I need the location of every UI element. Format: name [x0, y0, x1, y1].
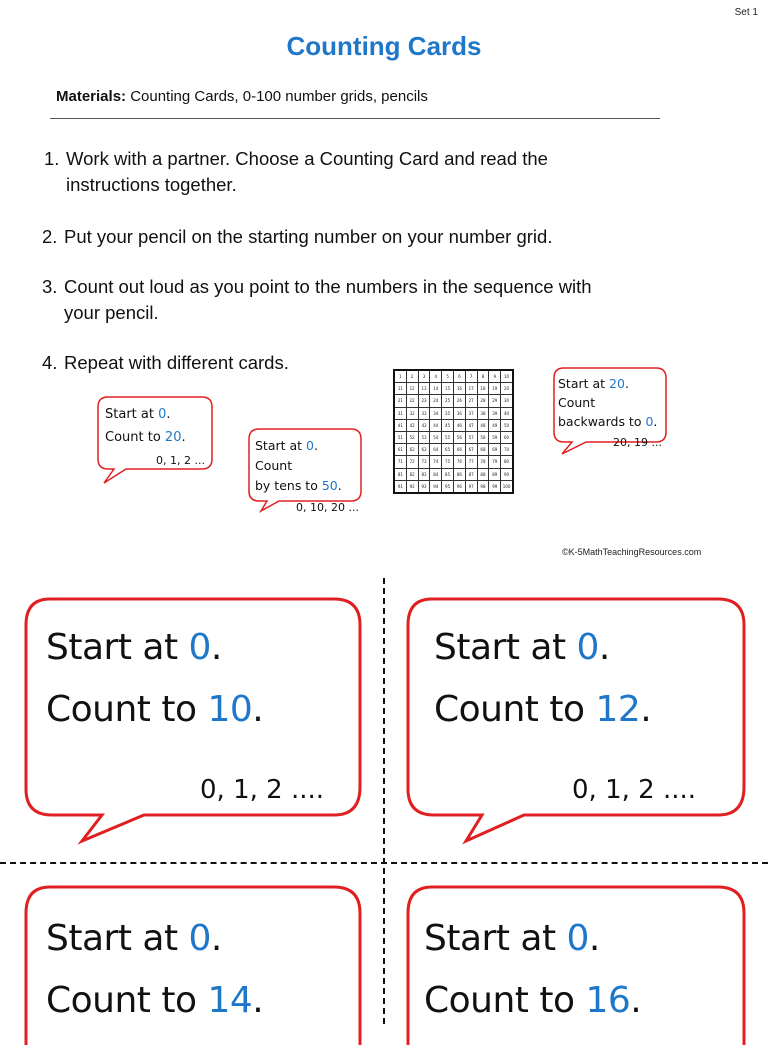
step-number: 4. [42, 352, 58, 373]
card-1-sequence: 0, 1, 2 .... [200, 775, 325, 805]
grid-cell: 95 [442, 480, 454, 493]
grid-row [394, 431, 513, 443]
grid-row [394, 370, 513, 383]
grid-cell: 8 [477, 370, 489, 383]
grid-cell: 51 [394, 431, 406, 443]
grid-cell: 86 [453, 468, 465, 480]
card-2-text: Start at 0. Count to 12. [434, 627, 652, 730]
grid-cell: 43 [418, 419, 430, 431]
grid-cell: 62 [406, 444, 418, 456]
grid-cell: 3 [418, 370, 430, 383]
grid-cell: 2 [406, 370, 418, 383]
grid-cell: 83 [418, 468, 430, 480]
step-text-cont: instructions together. [66, 174, 237, 195]
grid-cell: 59 [489, 431, 501, 443]
sample-sequence: 0, 1, 2 ... [156, 454, 205, 467]
step-4 [42, 350, 289, 376]
grid-cell: 56 [453, 431, 465, 443]
grid-cell: 97 [465, 480, 477, 493]
grid-cell: 78 [477, 456, 489, 468]
grid-cell: 88 [477, 468, 489, 480]
grid-cell: 22 [406, 395, 418, 407]
grid-row [394, 480, 513, 493]
grid-cell: 19 [489, 383, 501, 395]
step-text: Count out loud as you point to the numbers in the sequence with [64, 276, 592, 297]
grid-cell: 76 [453, 456, 465, 468]
divider [50, 118, 660, 119]
grid-row [394, 395, 513, 407]
grid-cell: 81 [394, 468, 406, 480]
grid-cell: 69 [489, 444, 501, 456]
grid-cell: 89 [489, 468, 501, 480]
materials-label: Materials: [56, 88, 127, 105]
grid-row [394, 456, 513, 468]
step-2 [42, 224, 552, 250]
grid-cell: 29 [489, 395, 501, 407]
grid-cell: 87 [465, 468, 477, 480]
step-number: 2. [42, 226, 58, 247]
grid-cell: 99 [489, 480, 501, 493]
grid-cell: 18 [477, 383, 489, 395]
grid-row [394, 444, 513, 456]
sample-sequence: 0, 10, 20 ... [296, 501, 359, 514]
grid-cell: 11 [394, 383, 406, 395]
grid-cell: 48 [477, 419, 489, 431]
grid-row [394, 383, 513, 395]
grid-cell: 50 [501, 419, 513, 431]
grid-cell: 77 [465, 456, 477, 468]
grid-row [394, 468, 513, 480]
grid-cell: 75 [442, 456, 454, 468]
grid-cell: 98 [477, 480, 489, 493]
grid-cell: 91 [394, 480, 406, 493]
grid-cell: 20 [501, 383, 513, 395]
grid-cell: 84 [430, 468, 442, 480]
grid-cell: 21 [394, 395, 406, 407]
grid-cell: 25 [442, 395, 454, 407]
cut-line-vertical [383, 578, 385, 1024]
grid-cell: 5 [442, 370, 454, 383]
grid-cell: 85 [442, 468, 454, 480]
grid-cell: 6 [453, 370, 465, 383]
cut-line-horizontal [0, 862, 768, 864]
grid-row [394, 407, 513, 419]
grid-cell: 100 [501, 480, 513, 493]
grid-cell: 34 [430, 407, 442, 419]
set-label: Set 1 [734, 7, 758, 18]
grid-row [394, 419, 513, 431]
grid-cell: 49 [489, 419, 501, 431]
grid-cell: 61 [394, 444, 406, 456]
grid-cell: 80 [501, 456, 513, 468]
grid-cell: 90 [501, 468, 513, 480]
grid-cell: 68 [477, 444, 489, 456]
grid-cell: 93 [418, 480, 430, 493]
grid-cell: 79 [489, 456, 501, 468]
grid-cell: 44 [430, 419, 442, 431]
card-4-text: Start at 0. Count to 16. [424, 918, 642, 1021]
grid-cell: 72 [406, 456, 418, 468]
grid-cell: 16 [453, 383, 465, 395]
grid-cell: 54 [430, 431, 442, 443]
grid-cell: 42 [406, 419, 418, 431]
step-text-cont: your pencil. [64, 302, 159, 323]
grid-cell: 66 [453, 444, 465, 456]
grid-cell: 65 [442, 444, 454, 456]
grid-cell: 24 [430, 395, 442, 407]
grid-cell: 12 [406, 383, 418, 395]
grid-cell: 55 [442, 431, 454, 443]
grid-cell: 60 [501, 431, 513, 443]
grid-cell: 23 [418, 395, 430, 407]
sample-card-1-text: Start at 0. Count to 20. 0, 1, 2 ... [105, 403, 205, 472]
grid-cell: 70 [501, 444, 513, 456]
grid-cell: 82 [406, 468, 418, 480]
grid-cell: 53 [418, 431, 430, 443]
grid-cell: 92 [406, 480, 418, 493]
grid-cell: 30 [501, 395, 513, 407]
grid-cell: 36 [453, 407, 465, 419]
grid-cell: 41 [394, 419, 406, 431]
step-text: Repeat with different cards. [64, 352, 289, 373]
grid-cell: 46 [453, 419, 465, 431]
grid-cell: 57 [465, 431, 477, 443]
grid-cell: 4 [430, 370, 442, 383]
card-3-text: Start at 0. Count to 14. [46, 918, 264, 1021]
copyright: ©K-5MathTeachingResources.com [562, 547, 702, 557]
grid-cell: 32 [406, 407, 418, 419]
grid-cell: 96 [453, 480, 465, 493]
card-2-sequence: 0, 1, 2 .... [572, 775, 697, 805]
sample-card-2-text: Start at 0. Count by tens to 50. 0, 10, 20 ... [255, 436, 359, 518]
card-1-text: Start at 0. Count to 10. [46, 627, 264, 730]
grid-cell: 37 [465, 407, 477, 419]
grid-cell: 40 [501, 407, 513, 419]
grid-cell: 17 [465, 383, 477, 395]
step-number: 3. [42, 276, 58, 297]
grid-cell: 47 [465, 419, 477, 431]
step-3 [42, 274, 592, 326]
grid-cell: 28 [477, 395, 489, 407]
grid-cell: 31 [394, 407, 406, 419]
page-title: Counting Cards [286, 31, 482, 61]
grid-cell: 35 [442, 407, 454, 419]
grid-cell: 45 [442, 419, 454, 431]
number-grid [393, 369, 514, 494]
sample-card-3-text: Start at 20. Count backwards to 0. 20, 19 ... [558, 374, 662, 452]
grid-cell: 10 [501, 370, 513, 383]
materials-text: Counting Cards, 0-100 number grids, pencils [126, 88, 428, 105]
grid-cell: 39 [489, 407, 501, 419]
step-1 [44, 146, 548, 198]
grid-cell: 9 [489, 370, 501, 383]
step-text: Work with a partner. Choose a Counting Card and read the [66, 148, 548, 169]
materials-line [56, 88, 428, 105]
step-text: Put your pencil on the starting number on your number grid. [64, 226, 553, 247]
grid-cell: 27 [465, 395, 477, 407]
sample-sequence: 20, 19 ... [613, 436, 662, 449]
grid-cell: 74 [430, 456, 442, 468]
step-number: 1. [44, 148, 60, 169]
grid-cell: 38 [477, 407, 489, 419]
grid-cell: 15 [442, 383, 454, 395]
grid-cell: 94 [430, 480, 442, 493]
grid-cell: 58 [477, 431, 489, 443]
grid-cell: 52 [406, 431, 418, 443]
grid-cell: 73 [418, 456, 430, 468]
grid-cell: 7 [465, 370, 477, 383]
grid-cell: 71 [394, 456, 406, 468]
grid-cell: 13 [418, 383, 430, 395]
grid-cell: 67 [465, 444, 477, 456]
grid-cell: 33 [418, 407, 430, 419]
grid-cell: 1 [394, 370, 406, 383]
grid-cell: 26 [453, 395, 465, 407]
grid-cell: 63 [418, 444, 430, 456]
grid-cell: 64 [430, 444, 442, 456]
grid-cell: 14 [430, 383, 442, 395]
